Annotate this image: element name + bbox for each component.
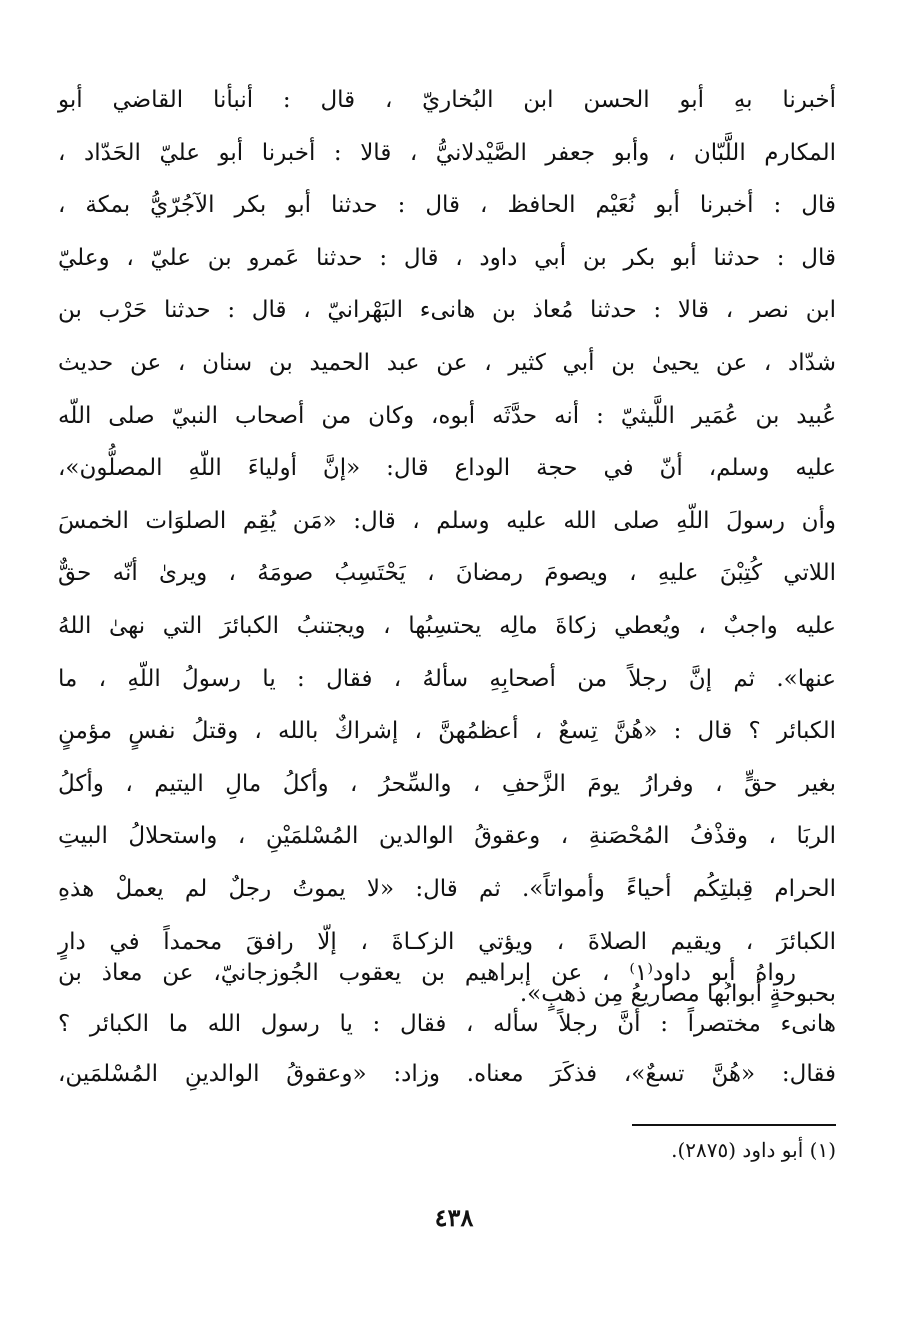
text-line: رواهُ أبو داود⁽١⁾ ، عن إبراهيم بن يعقوب الجُوزجانيّ، عن معاذ بن	[58, 960, 796, 986]
narration-paragraph	[58, 948, 836, 1100]
text-line: ابن نصر ، قالا : حدثنا مُعاذ بن هانىء البَهْرانيّ ، قال : حدثنا حَرْب بن	[58, 297, 836, 324]
text-line: عليه واجبٌ ، ويُعطي زكاةَ مالِه يحتسِبُها ، ويجتنبُ الكبائرَ التي نهىٰ اللهُ	[58, 612, 836, 639]
text-line: الربَا ، وقذْفُ المُحْصَنةِ ، وعقوقُ الوالدين المُسْلمَيْنِ ، واستحلالُ البيتِ	[58, 823, 836, 850]
text-line: هانىء مختصراً : أنَّ رجلاً سأله ، فقال : يا رسول الله ما الكبائر ؟	[58, 1010, 836, 1037]
text-line: الكبائرَ ، ويقيم الصلاةَ ، ويؤتي الزكـاةَ ، إلّا رافقَ محمداً في دارٍ	[58, 928, 836, 955]
text-line: أخبرنا بهِ أبو الحسن ابن البُخاريّ ، قال : أنبأنا القاضي أبو	[58, 87, 837, 113]
text-line: الحرام قِبلتِكُم أحياءً وأمواتاً». ثم قال: «لا يموتُ رجلٌ لم يعملْ هذهِ	[58, 875, 836, 902]
text-line: عنها». ثم إنَّ رجلاً من أصحابِهِ سألهُ ، فقال : يا رسولُ اللّهِ ، ما	[58, 665, 836, 692]
text-line: شدّاد ، عن يحيىٰ بن أبي كثير ، عن عبد الحميد بن سنان ، عن حديث	[58, 349, 836, 376]
text-line: اللاتي كُتِبْنَ عليهِ ، ويصومَ رمضانَ ، يَحْتَسِبُ صومَهُ ، ويرىٰ أنّه حقٌّ	[58, 560, 836, 587]
text-line: بحبوحةٍ أبوابُها مصاريعُ مِن ذهبٍ».	[519, 981, 836, 1008]
text-line: قال : أخبرنا أبو نُعَيْم الحافظ ، قال : حدثنا أبو بكر الآجُرّيُّ بمكة ،	[58, 192, 836, 219]
text-line: بغير حقٍّ ، وفرارُ يومَ الزَّحفِ ، والسِّحرُ ، وأكلُ مالِ اليتيم ، وأكلُ	[58, 770, 837, 797]
page-number: ٤٣٨	[434, 1203, 474, 1232]
text-line: وأن رسولَ اللّهِ صلى الله عليه وسلم ، قال: «مَن يُقِم الصلوَات الخمسَ	[58, 507, 836, 534]
text-line: قال : حدثنا أبو بكر بن أبي داود ، قال : حدثنا عَمرو بن عليّ ، وعليّ	[58, 244, 836, 271]
text-line: فقال: «هُنَّ تسعٌ»، فذكَرَ معناه. وزاد: «وعقوقُ الوالدينِ المُسْلمَين،	[58, 1061, 836, 1087]
hadith-paragraph	[58, 74, 836, 1021]
footnote: (١) أبو داود (٢٨٧٥).	[671, 1138, 836, 1162]
text-line: الكبائر ؟ قال : «هُنَّ تِسعٌ ، أعظمُهنَّ ، إشراكٌ بالله ، وقتلُ نفسٍ مؤمنٍ	[58, 718, 836, 745]
text-line: عُبيد بن عُمَير اللَّيثيّ : أنه حدَّثَه أبوه، وكان من أصحاب النبيّ صلى اللّه	[58, 402, 836, 429]
footnote-separator	[632, 1124, 836, 1126]
text-line: عليه وسلم، أنّ في حجة الوداع قال: «إنَّ أولياءَ اللّهِ المصلُّون»،	[58, 455, 836, 482]
text-line: المكارم اللَّبّان ، وأبو جعفر الصَّيْدلانيُّ ، قالا : أخبرنا أبو عليّ الحَدّاد ،	[58, 139, 836, 166]
